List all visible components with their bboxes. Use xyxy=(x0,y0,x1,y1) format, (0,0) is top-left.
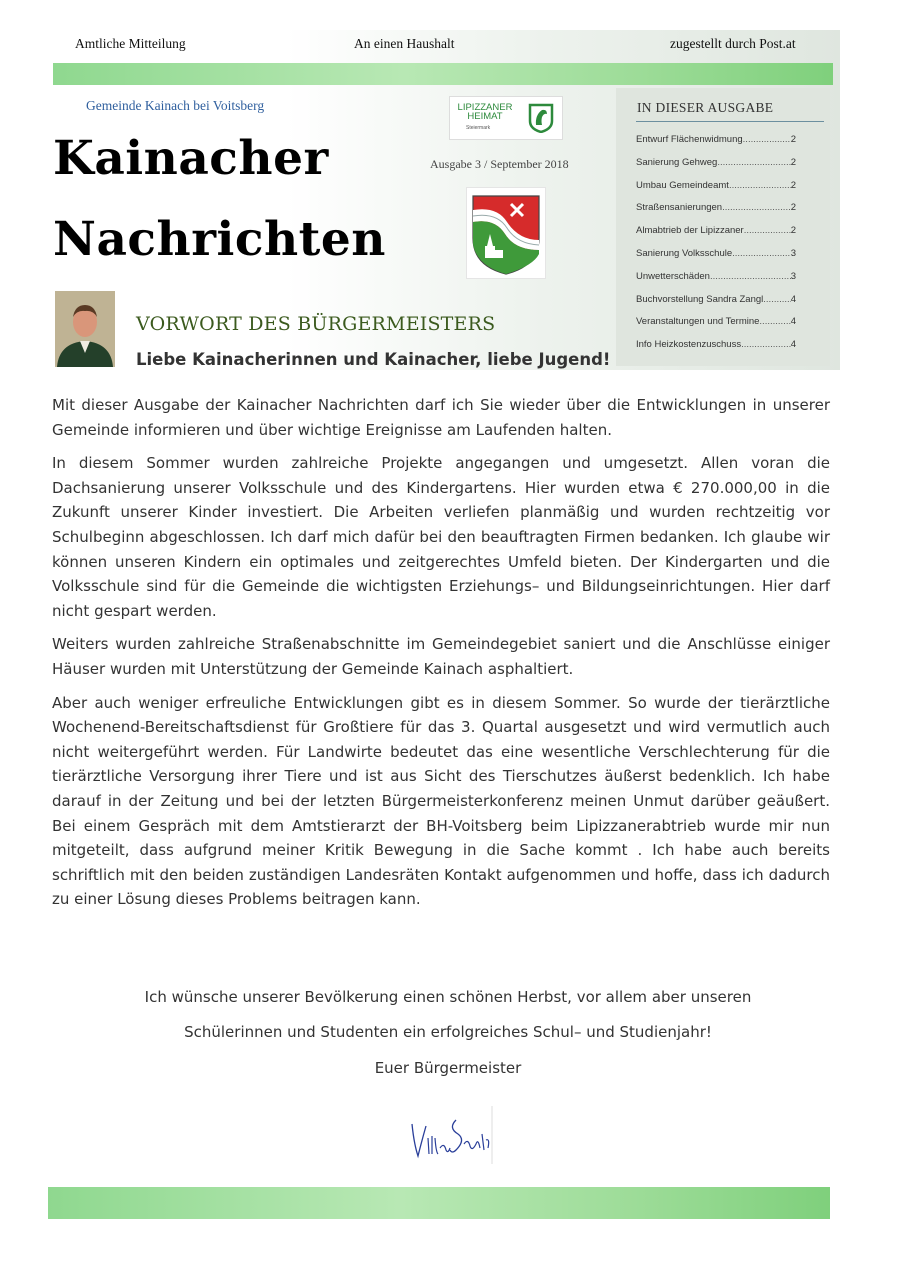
article-greeting: Liebe Kainacherinnen und Kainacher, liebe Jugend! xyxy=(136,350,611,369)
toc-item-label: Entwurf Flächenwidmung xyxy=(636,134,743,145)
newspaper-title-line-2: Nachrichten xyxy=(53,212,386,267)
toc-item-page: 3 xyxy=(790,247,796,259)
coat-of-arms xyxy=(466,187,546,279)
toc-sidebar xyxy=(616,88,830,366)
article-paragraph: Mit dieser Ausgabe der Kainacher Nachrichten darf ich Sie wieder über die Entwicklungen in unserer Gemeinde informieren und über wichtige Ereignisse am Laufenden halten. xyxy=(52,396,830,439)
toc-item[interactable] xyxy=(636,134,796,157)
toc-item[interactable] xyxy=(636,180,796,203)
lipizzaner-heimat-logo xyxy=(449,96,563,140)
mayor-portrait-icon xyxy=(55,291,115,367)
horse-head-icon xyxy=(526,103,556,133)
toc-item[interactable] xyxy=(636,339,796,362)
toc-item-page: 4 xyxy=(790,293,796,305)
article-paragraph: Weiters wurden zahlreiche Straßenabschnitte im Gemeindegebiet saniert und die Anschlüsse einiger Häuser wurden mit Unterstützung der Gemeinde Kainach asphaltiert. xyxy=(52,635,830,678)
toc-item-label: Sanierung Gehweg xyxy=(636,156,718,168)
toc-leader xyxy=(741,339,791,351)
toc-item-label: Umbau Gemeindeamt xyxy=(636,179,729,191)
toc-item-label: Buchvorstellung Sandra Zangl xyxy=(636,293,764,305)
toc-leader xyxy=(710,271,791,283)
toc-item[interactable] xyxy=(636,316,796,339)
toc-item-label: Unwetterschäden xyxy=(636,270,710,282)
toc-item-label: Almabtrieb der Lipizzaner xyxy=(636,225,744,237)
closing-line-2: Schülerinnen und Studenten ein erfolgreiches Schul– und Studienjahr! xyxy=(184,1023,712,1041)
mayor-signature xyxy=(404,1104,496,1166)
article-paragraph: In diesem Sommer wurden zahlreiche Projekte angegangen und umgesetzt. Allen voran die Dachsanierung unserer Volksschule und des Kindergartens. Hier wurden etwa € 270.000,00 in die Zukunft unserer Kinder investiert. Die Arbeiten verliefen planmäßig und wurden rechtzeitig vor Schulbeginn abgeschlossen. Ich darf mich dafür bei den beauftragten Firmen bedanken. Ich glaube wir können unseren Kindern ein optimales und zeitgerechtes Umfeld bieten. Der Kindergarten und die Volksschule sind für die Gemeinde die wichtigsten Erziehungs– und Bildungseinrichtungen. Hier darf nicht gespart werden. xyxy=(52,454,830,620)
article-heading: VORWORT DES BÜRGERMEISTERS xyxy=(136,313,496,335)
toc-item[interactable] xyxy=(636,202,796,225)
toc-item[interactable] xyxy=(636,157,796,180)
official-notice: Amtliche Mitteilung xyxy=(75,36,186,51)
toc-leader xyxy=(759,316,790,328)
coat-of-arms-icon xyxy=(467,188,545,278)
lipizzaner-logo-line-2: HEIMAT xyxy=(467,111,503,122)
toc-item-page: 2 xyxy=(790,179,796,191)
toc-item-page: 2 xyxy=(790,134,796,145)
toc-leader xyxy=(729,180,791,192)
newspaper-title-line-1: Kainacher xyxy=(53,131,329,186)
toc-item[interactable] xyxy=(636,294,796,317)
mayor-photo xyxy=(55,291,115,367)
toc-item-label: Straßensanierungen xyxy=(636,202,723,214)
toc-leader xyxy=(732,248,791,260)
issue-label: Ausgabe 3 / September 2018 xyxy=(430,157,569,171)
toc-leader xyxy=(722,202,791,214)
toc-leader xyxy=(744,225,791,237)
closing-line-1: Ich wünsche unserer Bevölkerung einen schönen Herbst, vor allem aber unseren xyxy=(144,988,752,1006)
lipizzaner-logo-line-1: LIPIZZANER xyxy=(457,102,513,113)
bottom-green-bar xyxy=(48,1187,830,1219)
toc-leader xyxy=(717,157,790,169)
toc-item-page: 2 xyxy=(790,202,796,214)
toc-leader xyxy=(763,294,790,306)
household-notice: An einen Haushalt xyxy=(354,36,455,51)
toc-list xyxy=(636,134,796,362)
toc-item-page: 4 xyxy=(790,316,796,328)
toc-item-page: 2 xyxy=(790,225,796,237)
article-paragraph: Aber auch weniger erfreuliche Entwicklungen gibt es in diesem Sommer. So wurde der tierärztliche Wochenend-Bereitschaftsdienst für Großtiere für das 3. Quartal ausgesetzt und wird vermutlich auch nicht weitergeführt werden. Für Landwirte bedeutet das eine wesentliche Verschlechterung für die tierärztliche Versorgung ihrer Tiere und ist aus Sicht des Tierschutzes äußerst bedenklich. Ich habe darauf in der Zeitung und bei der letzten Bürgermeisterkonferenz meinen Unmut darüber geäußert. Bei einem Gespräch mit dem Amtstierarzt der BH-Voitsberg beim Lipizzanerabtrieb wurde mir nun mitgeteilt, dass aufgrund meiner Kritik Bewegung in die Sache kommt . Ich habe auch bereits schriftlich mit den beiden zuständigen Landesräten Kontakt aufgenommen und hoffe, dass ich dadurch zu einer Lösung dieses Problems beitragen kann. xyxy=(52,693,830,909)
toc-leader xyxy=(743,134,791,146)
toc-divider xyxy=(636,121,824,122)
top-green-bar xyxy=(53,63,833,85)
lipizzaner-logo-text xyxy=(454,103,516,121)
lipizzaner-logo-sub: Steiermark xyxy=(466,125,491,131)
toc-item-page: 4 xyxy=(790,339,796,351)
toc-item[interactable] xyxy=(636,271,796,294)
delivery-notice: zugestellt durch Post.at xyxy=(670,36,796,51)
toc-item[interactable] xyxy=(636,248,796,271)
toc-item-page: 3 xyxy=(790,270,796,282)
toc-item-label: Info Heizkostenzuschuss xyxy=(636,339,742,351)
toc-item-page: 2 xyxy=(790,156,796,168)
toc-item[interactable] xyxy=(636,225,796,248)
toc-item-label: Sanierung Volksschule xyxy=(636,247,733,259)
signature-icon xyxy=(404,1104,496,1166)
toc-heading: IN DIESER AUSGABE xyxy=(637,100,774,115)
article-body xyxy=(52,393,830,921)
signoff: Euer Bürgermeister xyxy=(374,1059,522,1077)
municipality-name: Gemeinde Kainach bei Voitsberg xyxy=(86,98,265,113)
toc-item-label: Veranstaltungen und Termine xyxy=(636,316,760,328)
